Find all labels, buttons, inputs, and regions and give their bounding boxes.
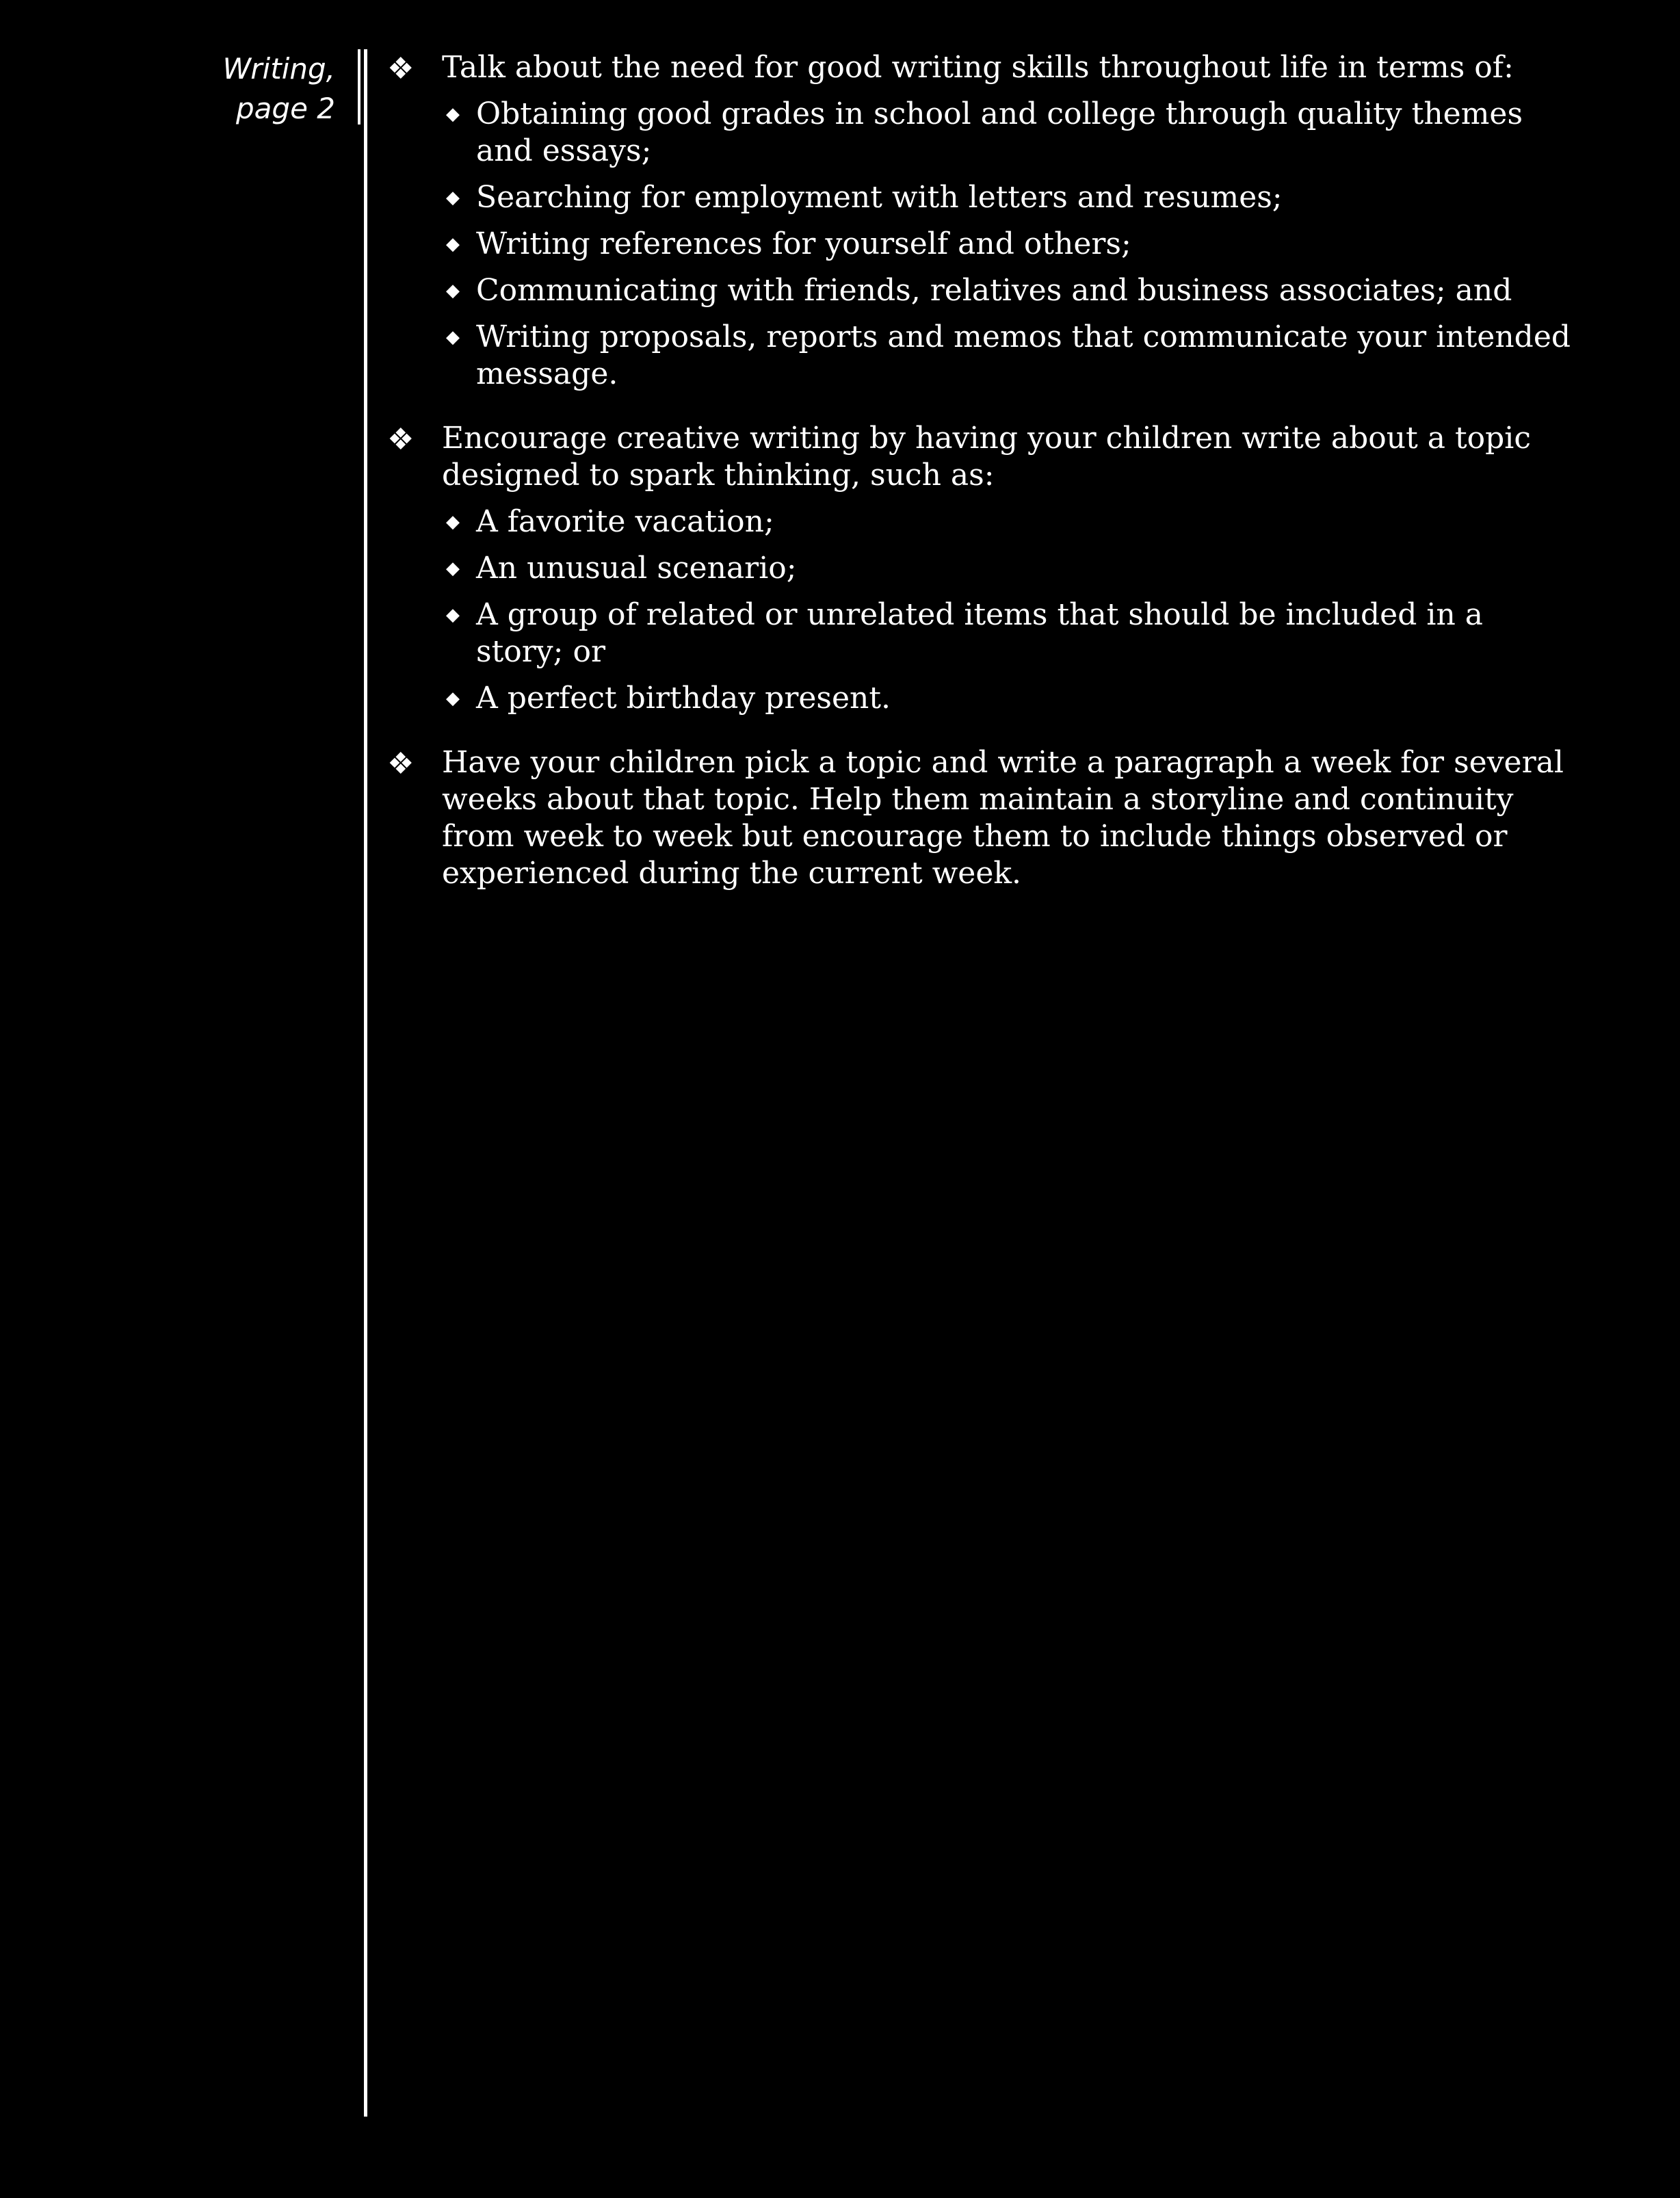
section-creative-writing <box>384 420 1575 717</box>
list-item <box>442 319 1575 393</box>
list-item <box>442 503 1575 540</box>
section-text: Talk about the need for good writing skills throughout life in terms of: <box>442 50 1514 85</box>
list-item <box>442 597 1575 670</box>
diamond-bullet-icon: ◆ <box>446 280 460 301</box>
diamond-bullet-icon: ◆ <box>446 558 460 579</box>
diamond-bullet-icon: ◆ <box>446 187 460 208</box>
side-heading <box>205 49 335 129</box>
list-item-text: Writing references for yourself and others; <box>476 226 1131 261</box>
side-heading-line-1: Writing, <box>222 52 335 86</box>
diamond-bullet-icon: ◆ <box>446 605 460 625</box>
list-item-text: A group of related or unrelated items that should be included in a story; or <box>476 597 1484 669</box>
content-column <box>384 49 1575 919</box>
list-item-text: Obtaining good grades in school and college through quality themes and essays; <box>476 96 1523 168</box>
vertical-rule <box>364 49 367 2117</box>
section-writing-skills <box>384 49 1575 393</box>
section-text: Have your children pick a topic and write a paragraph a week for several weeks about that topic. Help them maintain a storyline and continuity from week to week but encourage them to include things observed or experienced during the current week. <box>442 745 1564 891</box>
diamond-cluster-icon: ❖ <box>387 422 415 457</box>
diamond-bullet-icon: ◆ <box>446 104 460 125</box>
list-item <box>442 550 1575 587</box>
list-item-text: Searching for employment with letters and resumes; <box>476 180 1283 215</box>
diamond-bullet-icon: ◆ <box>446 688 460 709</box>
diamond-cluster-icon: ❖ <box>387 51 415 86</box>
list-item <box>442 96 1575 170</box>
bullet-list <box>442 96 1575 393</box>
diamond-bullet-icon: ◆ <box>446 512 460 532</box>
list-item-text: An unusual scenario; <box>476 551 797 586</box>
list-item-text: Communicating with friends, relatives and business associates; and <box>476 273 1512 308</box>
list-item <box>442 272 1575 309</box>
list-item-text: Writing proposals, reports and memos that communicate your intended message. <box>476 319 1571 391</box>
diamond-bullet-icon: ◆ <box>446 327 460 348</box>
list-item-text: A perfect birthday present. <box>476 681 891 716</box>
list-item <box>442 226 1575 263</box>
diamond-cluster-icon: ❖ <box>387 746 415 781</box>
list-item-text: A favorite vacation; <box>476 504 774 539</box>
section-text: Encourage creative writing by having your children write about a topic designed to spark thinking, such as: <box>442 421 1532 493</box>
diamond-bullet-icon: ◆ <box>446 234 460 254</box>
side-heading-line-2: page 2 <box>236 92 335 125</box>
list-item <box>442 680 1575 717</box>
section-weekly-paragraph <box>384 744 1575 892</box>
vertical-rule-short <box>358 49 360 125</box>
bullet-list <box>442 503 1575 717</box>
list-item <box>442 179 1575 216</box>
